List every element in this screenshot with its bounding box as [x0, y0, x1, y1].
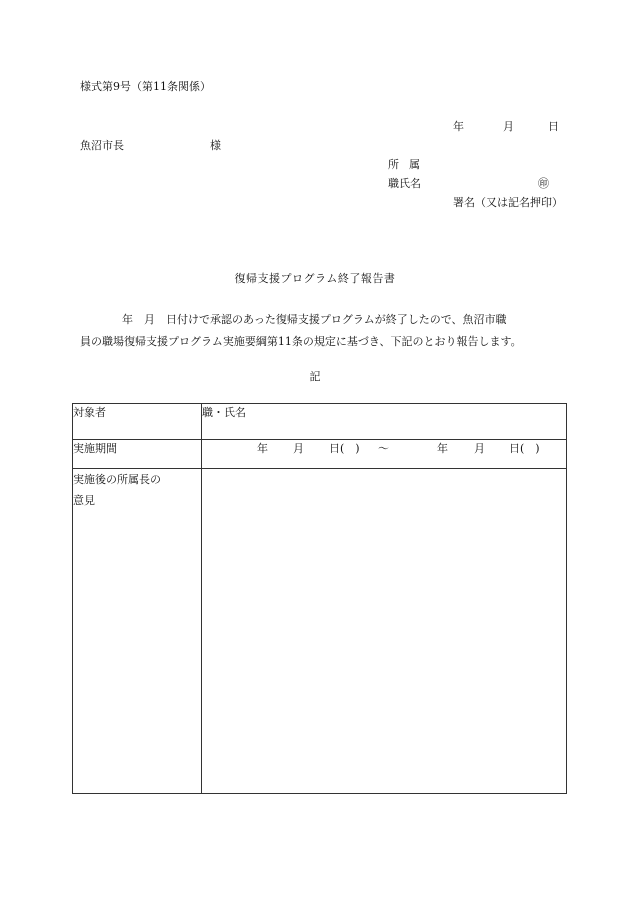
- target-label: 対象者: [73, 404, 202, 440]
- seal-mark: ㊞: [538, 177, 549, 190]
- period-end-month: 月: [474, 442, 485, 455]
- period-end-year: 年: [437, 442, 448, 455]
- affiliation-label: 所属: [388, 158, 430, 171]
- period-start-day: 日( ): [329, 442, 360, 455]
- target-value-field[interactable]: 職・氏名: [202, 404, 567, 440]
- signature-note: 署名（又は記名押印）: [453, 196, 563, 209]
- period-label: 実施期間: [73, 440, 202, 469]
- form-number: 様式第9号（第11条関係）: [80, 80, 211, 93]
- opinion-label: [73, 469, 202, 794]
- opinion-label-line-1: 実施後の所属長の: [73, 473, 161, 486]
- ki-heading: 記: [309, 370, 321, 383]
- date-month-label: 月: [503, 120, 514, 133]
- opinion-label-line-2: 意見: [73, 494, 95, 507]
- report-body-line-1: 年 月 日付けで承認のあった復帰支援プログラムが終了したので、魚沼市職: [122, 313, 507, 326]
- report-body-line-2: 員の職場復帰支援プログラム実施要綱第11条の規定に基づき、下記のとおり報告します。: [80, 335, 522, 348]
- table-row-period: [73, 440, 567, 469]
- opinion-value-field[interactable]: [202, 469, 567, 794]
- report-body: [80, 309, 565, 353]
- date-year-label: 年: [453, 120, 464, 133]
- date-day-label: 日: [548, 120, 559, 133]
- period-value-field[interactable]: [202, 440, 567, 469]
- period-start-month: 月: [293, 442, 304, 455]
- honorific: 様: [210, 139, 221, 152]
- document-title: 復帰支援プログラム終了報告書: [234, 272, 396, 285]
- table-row-target: [73, 404, 567, 440]
- report-table: [72, 403, 567, 794]
- addressee: 魚沼市長: [80, 139, 124, 152]
- period-end-day: 日( ): [509, 442, 540, 455]
- table-row-opinion: [73, 469, 567, 794]
- position-name-label: 職氏名: [388, 177, 421, 190]
- period-start-year: 年: [257, 442, 268, 455]
- period-tilde: ～: [378, 442, 389, 455]
